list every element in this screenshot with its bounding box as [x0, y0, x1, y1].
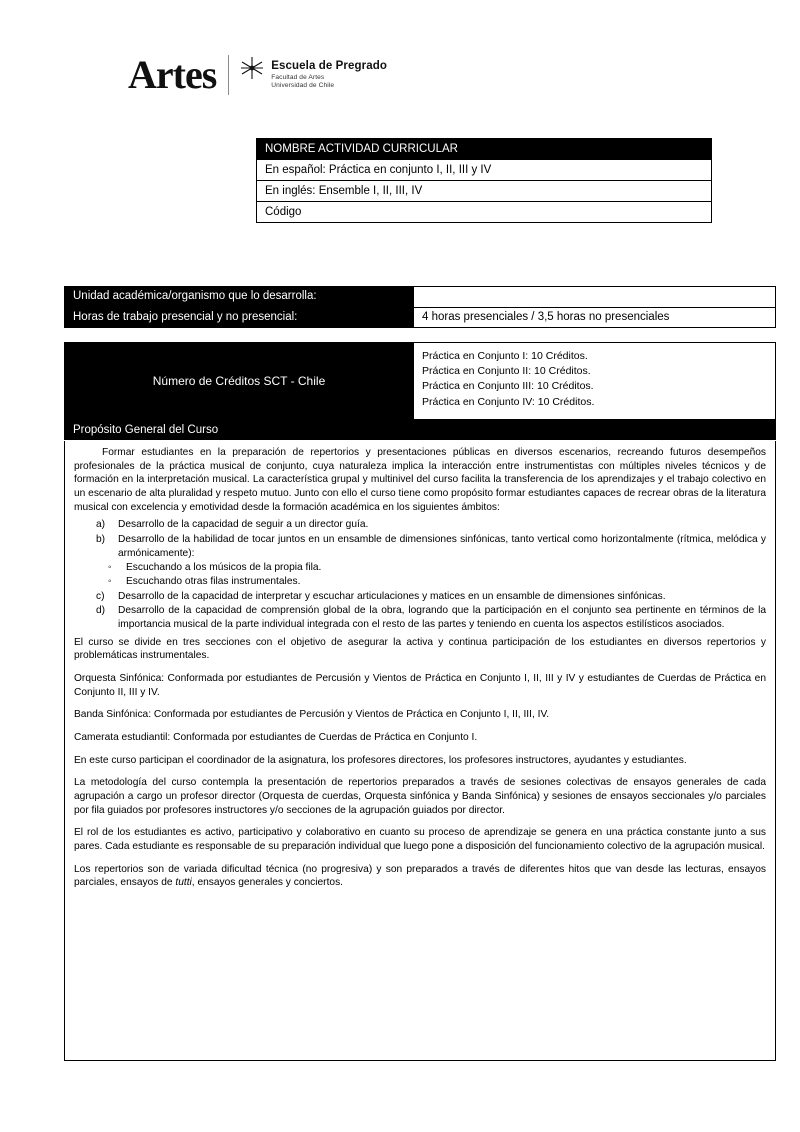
hours-row	[64, 307, 776, 329]
course-name-table	[256, 138, 712, 223]
purpose-paragraph: Banda Sinfónica: Conformada por estudiantes de Percusión y Vientos de Práctica en Conjunto I, II, III, IV.	[74, 709, 550, 721]
purpose-item-text: Desarrollo de la capacidad de interpretar y escuchar articulaciones y matices en un ensamble de dimensiones sinfónicas.	[118, 590, 666, 602]
purpose-item-text: Desarrollo de la habilidad de tocar juntos en un ensamble de dimensiones sinfónicas, tanto vertical como horizontalmente (rítmica, melódica y armónicamente):	[118, 534, 766, 559]
credits-label: Número de Créditos SCT - Chile	[64, 342, 414, 420]
purpose-paragraph: Camerata estudiantil: Conformada por estudiantes de Cuerdas de Práctica en Conjunto I.	[74, 732, 478, 744]
purpose-last-part-1: Los repertorios son de variada dificultad técnica (no progresiva) y son preparados a través de diferentes hitos que van desde las lecturas, ensayos parciales, ensayos de	[74, 863, 766, 889]
course-name-spanish: En español: Práctica en conjunto I, II, III y IV	[256, 159, 712, 180]
purpose-item-marker: c)	[96, 590, 105, 602]
unit-value	[414, 286, 776, 307]
unit-row	[64, 286, 776, 307]
purpose-subitem-list	[74, 561, 766, 588]
purpose-last-part-italic: tutti	[175, 877, 192, 889]
purpose-item-marker: d)	[96, 605, 106, 617]
purpose-paragraph: La metodología del curso contempla la presentación de repertorios preparados a través de sesiones colectivas de ensayos generales de cada agrupación a cargo un profesor director (Orquesta de cuerdas, Orquesta sinfónica y Banda Sinfónica) y sesiones de ensayos seccionales y/o parciales por fila guiados por profesores instructores y/o secciones de la agrupación guiados por director.	[74, 777, 766, 816]
purpose-paragraph: El rol de los estudiantes es activo, participativo y colaborativo en cuanto su proceso de aprendizaje se genera en una práctica constante junto a sus pares. Cada estudiante es responsable de su preparación individual que luego pone a disposición del funcionamiento colectivo de la agrupación musical.	[74, 827, 766, 853]
credits-line: Práctica en Conjunto I: 10 Créditos.	[422, 350, 588, 362]
purpose-intro: Formar estudiantes en la preparación de repertorios y presentaciones públicas en diversos escenarios, recreando futuros desempeños profesionales de la práctica musical de conjunto, cuya naturaleza implica la interacción entre instrumentistas con múltiples niveles técnicos y de formación en la interpretación musical. La característica grupal y multinivel del curso facilita la transferencia de los aprendizajes y el trabajo colectivo en un escenario de alta pluralidad y respeto mutuo. Junto con ello el curso tiene como propósito formar estudiantes capaces de recrear obras de la literatura musical con excelencia y emotividad desde la formación académica en los siguientes ámbitos:	[74, 447, 767, 513]
purpose-item	[74, 518, 766, 532]
purpose-header: Propósito General del Curso	[64, 420, 776, 440]
artes-wordmark-text: Artes	[128, 52, 217, 97]
credits-table	[64, 342, 776, 420]
purpose-subitem-text: Escuchando otras filas instrumentales.	[126, 576, 301, 588]
logo-divider	[228, 55, 229, 95]
purpose-body	[64, 441, 776, 1061]
bullet-circle-icon: ◦	[108, 576, 112, 588]
logo-university: Universidad de Chile	[271, 81, 335, 89]
purpose-last-paragraph	[74, 863, 766, 890]
course-name-header: NOMBRE ACTIVIDAD CURRICULAR	[256, 138, 712, 159]
logo-school: Escuela de Pregrado	[271, 60, 387, 73]
purpose-item-marker: b)	[96, 534, 106, 546]
unit-hours-table	[64, 286, 776, 328]
star-icon	[239, 55, 265, 95]
logo-institution-text	[271, 60, 387, 89]
purpose-item-list	[74, 518, 766, 631]
purpose-item	[74, 604, 766, 631]
purpose-last-part-3: , ensayos generales y conciertos.	[191, 877, 343, 889]
bullet-circle-icon: ◦	[108, 562, 112, 574]
logo-faculty: Facultad de Artes	[271, 74, 325, 82]
logo-header	[128, 52, 387, 97]
course-code: Código	[256, 201, 712, 223]
hours-value: 4 horas presenciales / 3,5 horas no presenciales	[414, 307, 776, 329]
purpose-paragraph: Orquesta Sinfónica: Conformada por estudiantes de Percusión y Vientos de Práctica en Conjunto I, II, III y IV y estudiantes de Cuerdas de Práctica en Conjunto II, III y IV.	[74, 673, 766, 698]
credits-line: Práctica en Conjunto II: 10 Créditos.	[422, 365, 591, 378]
credits-line: Práctica en Conjunto III: 10 Créditos.	[422, 380, 594, 393]
purpose-item-marker: a)	[96, 519, 106, 531]
purpose-item-text: Desarrollo de la capacidad de comprensión global de la obra, logrando que la participación en el conjunto sea pertinente en términos de la importancia musical de la parte individual integrada con el resto de las partes y teniendo en cuenta los aspectos estilísticos asociados.	[118, 605, 766, 631]
purpose-paragraph: En este curso participan el coordinador de la asignatura, los profesores directores, los profesores instructores, ayudantes y estudiantes.	[74, 754, 687, 766]
purpose-item	[74, 533, 766, 560]
purpose-item	[74, 590, 766, 604]
purpose-subitem	[74, 575, 766, 589]
credits-line: Práctica en Conjunto IV: 10 Créditos.	[422, 395, 595, 408]
unit-label: Unidad académica/organismo que lo desarrolla:	[64, 286, 414, 307]
purpose-paragraph-list	[74, 636, 766, 854]
purpose-paragraph: El curso se divide en tres secciones con el objetivo de asegurar la activa y continua participación de los estudiantes en diversos repertorios y problemáticas instrumentales.	[74, 636, 766, 662]
credits-list	[414, 342, 776, 420]
course-name-english: En inglés: Ensemble I, II, III, IV	[256, 180, 712, 201]
artes-wordmark	[128, 52, 217, 97]
purpose-subitem	[74, 561, 766, 575]
purpose-item-text: Desarrollo de la capacidad de seguir a un director guía.	[118, 519, 369, 531]
hours-label: Horas de trabajo presencial y no presencial:	[64, 307, 414, 329]
purpose-subitem-text: Escuchando a los músicos de la propia fila.	[126, 562, 322, 574]
